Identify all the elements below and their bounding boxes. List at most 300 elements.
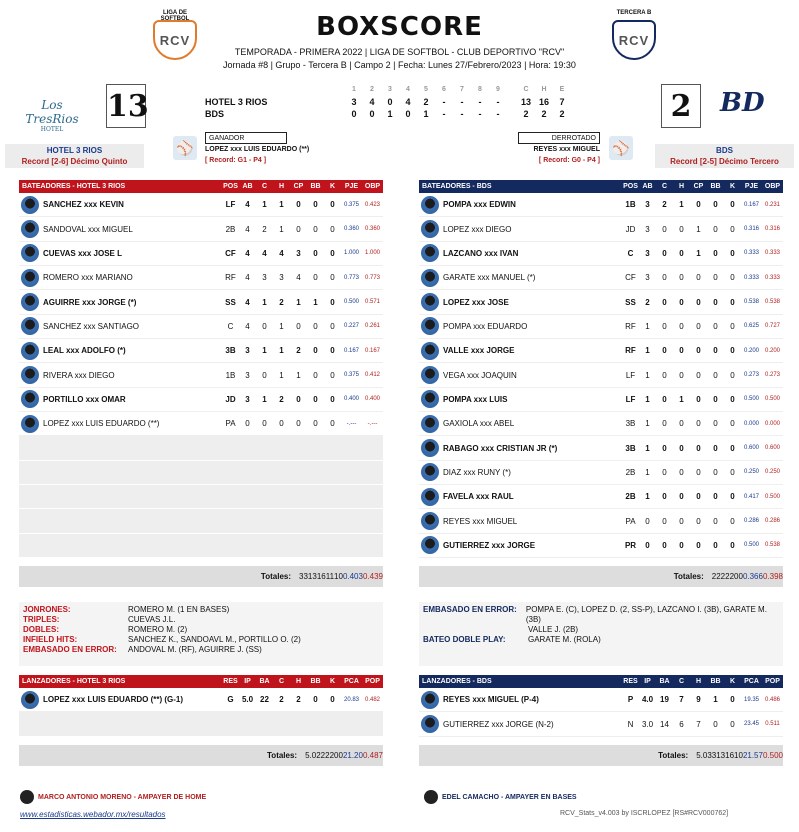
home-pitching-cell: G [227, 695, 234, 705]
away-batting-cell: CF [625, 273, 636, 283]
home-team-name: HOTEL 3 RIOS [46, 146, 103, 155]
away-batting-title: BATEADORES - BDS [422, 183, 492, 190]
away-batting-cell: 0.538 [764, 542, 780, 549]
away-batting-cell: RF [625, 346, 636, 356]
home-pitching-total-cell: 0.487 [362, 750, 383, 760]
away-batting-cell: 0 [662, 516, 667, 526]
away-pitching-cell: 14 [660, 719, 669, 729]
home-pitching-cell: 2 [279, 695, 284, 705]
note-key: TRIPLES: [23, 615, 60, 624]
away-batting-cell: 0 [662, 297, 667, 307]
linescore-row [205, 97, 585, 109]
home-batting-col-header: K [329, 183, 336, 190]
away-batting-cell: 1 [645, 443, 650, 453]
home-pitching-cell: 22 [260, 695, 269, 705]
player-name: LEAL xxx ADOLFO (*) [43, 346, 126, 356]
away-pitching-cell: 6 [679, 719, 684, 729]
home-batting-cell: 0 [262, 321, 267, 331]
away-score: 2 [661, 84, 701, 128]
away-batting-total-cell: 2 [720, 572, 726, 582]
away-batting-cell: LF [625, 394, 636, 404]
home-batting-row [19, 388, 383, 412]
away-pitching-cell: 0.486 [764, 696, 780, 703]
away-batting-cell: RF [625, 321, 636, 331]
away-pitching-cell: 0 [730, 719, 735, 729]
away-batting-cell: 0.286 [764, 518, 780, 525]
away-batting-cell: 0 [713, 248, 718, 258]
home-batting-col-header: AB [242, 183, 253, 190]
player-avatar-icon [421, 342, 439, 360]
player-name: SANCHEZ xxx SANTIAGO [43, 321, 140, 331]
linescore-col-header: 7 [460, 86, 464, 93]
away-batting-cell: 0.250 [743, 469, 759, 476]
player-avatar-icon [421, 463, 439, 481]
away-pitching-cell: 0 [730, 695, 735, 705]
away-batting-cell: 0.600 [764, 445, 780, 452]
home-batting-cell: 0 [313, 321, 318, 331]
home-pitching-total-cell: 5.0 [305, 750, 317, 760]
umpire-bases [424, 790, 577, 804]
away-batting-row [419, 266, 783, 290]
away-batting-cell: 0.273 [764, 372, 780, 379]
away-batting-cell: 0 [713, 419, 718, 429]
loser-label: DERROTADO [518, 132, 600, 144]
home-batting-cell: 0 [313, 394, 318, 404]
player-avatar-icon [421, 293, 439, 311]
away-batting-cell: 0 [713, 200, 718, 210]
player-avatar-icon [421, 691, 439, 709]
away-batting-cell: 0 [713, 346, 718, 356]
home-batting-cell: 4 [245, 273, 250, 283]
player-avatar-icon [421, 317, 439, 335]
away-pitching-row [419, 712, 783, 736]
home-pitching-col-header: POP [365, 678, 380, 685]
away-batting-cell: 0 [679, 443, 684, 453]
home-batting-row [19, 339, 383, 363]
linescore-inning: 1 [423, 109, 429, 119]
away-batting-total-cell: 22 [711, 572, 721, 582]
away-batting-cell: 0.538 [743, 299, 759, 306]
player-avatar-icon [21, 293, 39, 311]
away-batting-col-header: K [729, 183, 736, 190]
division-logo-text: RCV [618, 32, 650, 48]
away-batting-cell: 0 [662, 467, 667, 477]
away-batting-header [419, 180, 783, 193]
player-name: LAZCANO xxx IVAN [443, 248, 519, 258]
away-pitching-total-cell: 21.57 [742, 750, 763, 760]
note-value: ROMERO M. (2) [128, 625, 188, 634]
linescore-total: 2 [541, 109, 547, 119]
home-batting-cell: CF [225, 248, 236, 258]
home-batting-col-header: C [261, 183, 268, 190]
home-batting-cell: 0 [330, 297, 335, 307]
away-batting-row [419, 388, 783, 412]
home-batting-row [19, 266, 383, 290]
home-batting-empty-row [19, 436, 383, 460]
away-pitching-col-header: POP [765, 678, 780, 685]
player-avatar-icon [21, 691, 39, 709]
linescore-inning: 4 [405, 97, 411, 107]
note-value: ROMERO M. (1 EN BASES) [128, 605, 230, 614]
note-line [423, 635, 779, 645]
linescore-inning: 0 [369, 109, 375, 119]
away-batting-row [419, 339, 783, 363]
linescore-spacer [205, 86, 345, 97]
away-batting-cell: 0.333 [764, 274, 780, 281]
home-batting-total-cell: 33 [299, 572, 308, 582]
home-pitching-col-header: K [329, 678, 336, 685]
away-batting-cell: 1 [645, 346, 650, 356]
away-batting-cell: 0 [679, 492, 684, 502]
home-batting-cell: 0 [330, 273, 335, 283]
home-pitching-total-cell: 2 [329, 750, 335, 760]
home-batting-cell: 0 [313, 248, 318, 258]
linescore-header [205, 86, 585, 97]
away-batting-cell: 0 [696, 394, 701, 404]
away-pitching-cell: 23.45 [743, 721, 759, 728]
winner-name: LOPEZ xxx LUIS EDUARDO (**) [205, 146, 310, 153]
away-pitching-col-header: BB [710, 678, 721, 685]
home-batting-cell: 1.000 [364, 250, 380, 257]
home-team-box [5, 144, 144, 168]
home-batting-cell: 3 [279, 273, 284, 283]
away-pitching-col-header: C [678, 678, 685, 685]
home-batting-cell: 4 [279, 248, 284, 258]
division-logo-label: TERCERA B [616, 10, 652, 16]
player-name: RABAGO xxx CRISTIAN JR (*) [443, 443, 558, 453]
away-pitching-col-header: H [695, 678, 702, 685]
away-batting-cell: 3B [625, 443, 636, 453]
player-avatar-icon [421, 366, 439, 384]
player-name: VALLE xxx JORGE [443, 346, 515, 356]
home-batting-cell: 0.227 [343, 323, 359, 330]
away-batting-total-cell: 2 [729, 572, 735, 582]
away-batting-row [419, 485, 783, 509]
away-batting-cell: 0.500 [743, 396, 759, 403]
away-batting-cell: 0 [730, 492, 735, 502]
away-batting-cell: 0 [713, 492, 718, 502]
away-batting-cell: 0 [679, 419, 684, 429]
home-pitching-row [19, 688, 383, 712]
away-batting-cell: 0 [713, 370, 718, 380]
away-batting-cell: 0 [662, 394, 667, 404]
away-batting-cell: 0 [679, 297, 684, 307]
away-batting-col-header: CP [693, 183, 704, 190]
away-batting-cell: 2B [625, 467, 636, 477]
note-line [423, 625, 779, 635]
away-batting-cell: 0 [713, 394, 718, 404]
home-batting-cell: 0.167 [364, 347, 380, 354]
away-pitching-cell: 19 [660, 695, 669, 705]
note-line [23, 605, 379, 615]
away-batting-cell: 0 [696, 273, 701, 283]
note-line [23, 635, 379, 645]
player-name: POMPA xxx EDUARDO [443, 321, 528, 331]
linescore [205, 86, 585, 121]
home-batting-empty-row [19, 509, 383, 533]
away-pitching-col-header: PCA [744, 678, 759, 685]
player-avatar-icon [421, 439, 439, 457]
home-batting-cell: 3 [262, 273, 267, 283]
away-batting-cell: 0.500 [743, 542, 759, 549]
home-batting-cell: C [227, 321, 234, 331]
away-batting-cell: 0 [730, 273, 735, 283]
player-name: LOPEZ xxx LUIS EDUARDO (**) [43, 419, 160, 429]
away-batting-cell: 0 [730, 394, 735, 404]
away-batting-cell: 0 [645, 516, 650, 526]
home-batting-cell: 0 [330, 321, 335, 331]
player-name: GUTIERREZ xxx JORGE (N-2) [443, 719, 554, 729]
away-batting-cell: 0 [730, 516, 735, 526]
note-value: POMPA E. (C), LOPEZ D. (2, SS-P), LAZCANO I. (3B), GARATE M. (3B) [525, 605, 767, 624]
away-batting-cell: 0 [730, 443, 735, 453]
linescore-inning: - [478, 109, 482, 119]
home-logo-text: Los TresRios [25, 98, 79, 126]
home-pitching-cell: 5.0 [241, 695, 254, 705]
away-batting-cell: 3B [625, 419, 636, 429]
player-avatar-icon [421, 269, 439, 287]
away-batting-cell: 0 [662, 540, 667, 550]
home-batting-cell: JD [225, 394, 236, 404]
home-batting-cell: 2 [279, 394, 284, 404]
player-avatar-icon [21, 244, 39, 262]
linescore-inning: - [442, 97, 446, 107]
linescore-col-header: 8 [478, 86, 482, 93]
player-avatar-icon [421, 415, 439, 433]
away-batting-total-cell: 0.398 [762, 572, 783, 582]
away-batting-cell: 0.333 [743, 250, 759, 257]
player-name: SANCHEZ xxx KEVIN [43, 200, 124, 210]
away-batting-cell: 0 [696, 467, 701, 477]
player-avatar-icon [21, 415, 39, 433]
away-batting-cell: 3 [645, 224, 650, 234]
home-batting-cell: 1 [279, 346, 284, 356]
away-pitching-cell: 7 [679, 695, 684, 705]
linescore-inning: - [442, 109, 446, 119]
away-batting-cell: 0 [713, 297, 718, 307]
away-batting-cell: 0 [730, 467, 735, 477]
player-name: DIAZ xxx RUNY (*) [443, 467, 511, 477]
home-batting-cell: RF [225, 273, 236, 283]
home-batting-row [19, 242, 383, 266]
away-batting-row [419, 217, 783, 241]
home-batting-cell: 0 [296, 419, 301, 429]
away-batting-cell: 0.333 [743, 274, 759, 281]
away-batting-cell: 1 [696, 224, 701, 234]
home-batting-cell: 0.423 [364, 201, 380, 208]
away-batting-cell: 3 [645, 200, 650, 210]
away-batting-cell: 0 [679, 516, 684, 526]
home-batting-cell: 0 [296, 394, 301, 404]
website-link[interactable]: www.estadisticas.webador.mx/resultados [20, 810, 166, 819]
linescore-team: BDS [205, 109, 225, 119]
home-pitching-cell: 20.83 [343, 696, 359, 703]
home-batting-cell: 1 [279, 370, 284, 380]
home-batting-cell: 0.412 [364, 372, 380, 379]
home-batting-cell: 3 [245, 394, 250, 404]
linescore-total: 13 [520, 97, 531, 107]
away-pitching-col-header: RES [623, 678, 638, 685]
player-name: REYES xxx MIGUEL (P-4) [443, 695, 539, 705]
away-batting-cell: 0.500 [764, 493, 780, 500]
away-batting-row [419, 193, 783, 217]
home-batting-cell: -.--- [367, 420, 378, 427]
totals-label: Totales: [658, 750, 689, 760]
player-name: GAXIOLA xxx ABEL [443, 419, 515, 429]
home-pitching-col-header: BA [259, 678, 270, 685]
note-value: CUEVAS J.L. [128, 615, 176, 624]
home-batting-empty-row [19, 485, 383, 509]
away-pitching-cell: 1 [713, 695, 718, 705]
umpire-icon [20, 790, 34, 804]
home-batting-cell: PA [225, 419, 236, 429]
home-batting-cell: 1 [262, 346, 267, 356]
home-batting-cell: 0.375 [343, 201, 359, 208]
away-batting-cell: 0.625 [743, 323, 759, 330]
home-batting-cell: 4 [262, 248, 267, 258]
home-batting-cell: 0 [330, 419, 335, 429]
home-batting-cell: 1 [279, 224, 284, 234]
home-batting-cell: 1 [262, 297, 267, 307]
away-batting-cell: 0.500 [764, 396, 780, 403]
away-batting-table [419, 180, 783, 587]
home-batting-cell: 0 [296, 321, 301, 331]
home-batting-cell: 0 [313, 370, 318, 380]
away-batting-cell: 0 [730, 370, 735, 380]
away-batting-cell: 0 [662, 419, 667, 429]
away-pitching-cell: 0.511 [765, 721, 780, 728]
loser-pitcher-icon: ⚾ [609, 136, 633, 160]
home-batting-total-cell: 13 [307, 572, 317, 582]
away-batting-cell: 0 [696, 297, 701, 307]
loser-name: REYES xxx MIGUEL [533, 146, 600, 153]
home-pitching-cell: 2 [296, 695, 301, 705]
player-avatar-icon [421, 196, 439, 214]
away-batting-row [419, 412, 783, 436]
winner-record: [ Record: G1 - P4 ] [205, 157, 267, 164]
home-batting-row [19, 412, 383, 436]
away-batting-col-header: PJE [744, 183, 759, 190]
home-pitching-title: LANZADORES - HOTEL 3 RIOS [22, 678, 126, 685]
home-pitching-empty-row [19, 712, 383, 736]
home-pitching-col-header: PCA [344, 678, 359, 685]
home-batting-cell: 3 [296, 248, 301, 258]
home-batting-empty-row [19, 461, 383, 485]
away-pitching-cell: 9 [696, 695, 701, 705]
away-batting-col-header: POS [623, 183, 638, 190]
home-batting-col-header: BB [310, 183, 321, 190]
home-batting-header [19, 180, 383, 193]
home-batting-total-cell: 16 [316, 572, 326, 582]
linescore-team: HOTEL 3 RIOS [205, 97, 268, 107]
player-name: LOPEZ xxx DIEGO [443, 224, 512, 234]
away-batting-cell: 0 [662, 273, 667, 283]
away-team-record: Record [2-5] Décimo Tercero [670, 157, 779, 166]
away-batting-cell: PA [625, 516, 636, 526]
home-batting-cell: 0 [330, 346, 335, 356]
home-batting-cell: 0 [313, 419, 318, 429]
home-batting-cell: 0 [330, 224, 335, 234]
umpire-bases-text: EDEL CAMACHO - AMPAYER EN BASES [442, 793, 577, 801]
home-pitching-cell: 0 [330, 695, 335, 705]
home-batting-cell: 0 [245, 419, 250, 429]
home-pitching-total-cell: 2 [325, 750, 330, 760]
totals-label: Totales: [673, 572, 704, 582]
linescore-col-header: C [523, 86, 529, 93]
away-pitching-header [419, 675, 783, 688]
home-batting-cell: 0 [313, 273, 318, 283]
note-line [423, 605, 779, 625]
linescore-total: 16 [538, 97, 549, 107]
away-batting-totals [419, 566, 783, 587]
away-notes [419, 602, 783, 666]
away-batting-cell: 0 [696, 200, 701, 210]
away-batting-cell: 0 [662, 443, 667, 453]
away-batting-cell: 0 [696, 492, 701, 502]
player-avatar-icon [21, 269, 39, 287]
away-batting-cell: 0 [662, 492, 667, 502]
away-pitching-cell: 4.0 [641, 695, 654, 705]
away-batting-cell: 0 [662, 224, 667, 234]
linescore-col-header: E [559, 86, 565, 93]
home-batting-cell: 4 [245, 297, 250, 307]
player-name: PORTILLO xxx OMAR [43, 394, 126, 404]
away-batting-cell: 0 [679, 273, 684, 283]
away-batting-cell: 0.200 [764, 347, 780, 354]
away-batting-cell: 0 [713, 467, 718, 477]
linescore-col-header: 6 [442, 86, 446, 93]
linescore-col-header: 9 [496, 86, 500, 93]
away-pitching-cell: 7 [696, 719, 701, 729]
linescore-inning: 0 [405, 109, 411, 119]
away-pitching-total-cell: 0.500 [762, 750, 783, 760]
away-batting-row [419, 509, 783, 533]
home-batting-cell: 1 [262, 200, 267, 210]
away-batting-row [419, 290, 783, 314]
away-team-box [655, 144, 794, 168]
player-avatar-icon [421, 512, 439, 530]
note-key: JONRONES: [23, 605, 71, 614]
home-pitching-total-cell: 0 [334, 750, 339, 760]
away-batting-row [419, 242, 783, 266]
home-batting-cell: 2 [279, 297, 284, 307]
away-pitching-total-cell: 0 [738, 750, 743, 760]
player-name: RIVERA xxx DIEGO [43, 370, 115, 380]
away-batting-total-cell: 0 [738, 572, 743, 582]
linescore-col-header: 1 [352, 86, 356, 93]
home-batting-cell: 0 [279, 419, 284, 429]
note-key [423, 625, 528, 635]
away-batting-cell: 1 [645, 419, 650, 429]
home-notes [19, 602, 383, 666]
player-avatar-icon [421, 244, 439, 262]
home-batting-totals [19, 566, 383, 587]
home-batting-total-cell: 0.403 [342, 572, 363, 582]
away-batting-cell: 0.333 [764, 250, 780, 257]
linescore-inning: - [460, 109, 464, 119]
home-batting-col-header: OBP [364, 183, 381, 190]
note-key: INFIELD HITS: [23, 635, 78, 644]
home-batting-cell: 0 [313, 200, 318, 210]
away-batting-cell: 0 [713, 273, 718, 283]
home-pitching-table [19, 675, 383, 766]
away-batting-cell: 1 [645, 321, 650, 331]
home-batting-cell: 0 [330, 370, 335, 380]
note-key: BATEO DOBLE PLAY: [423, 635, 506, 644]
away-batting-cell: 0 [696, 443, 701, 453]
away-batting-cell: 0 [713, 540, 718, 550]
away-batting-col-header: BB [710, 183, 721, 190]
